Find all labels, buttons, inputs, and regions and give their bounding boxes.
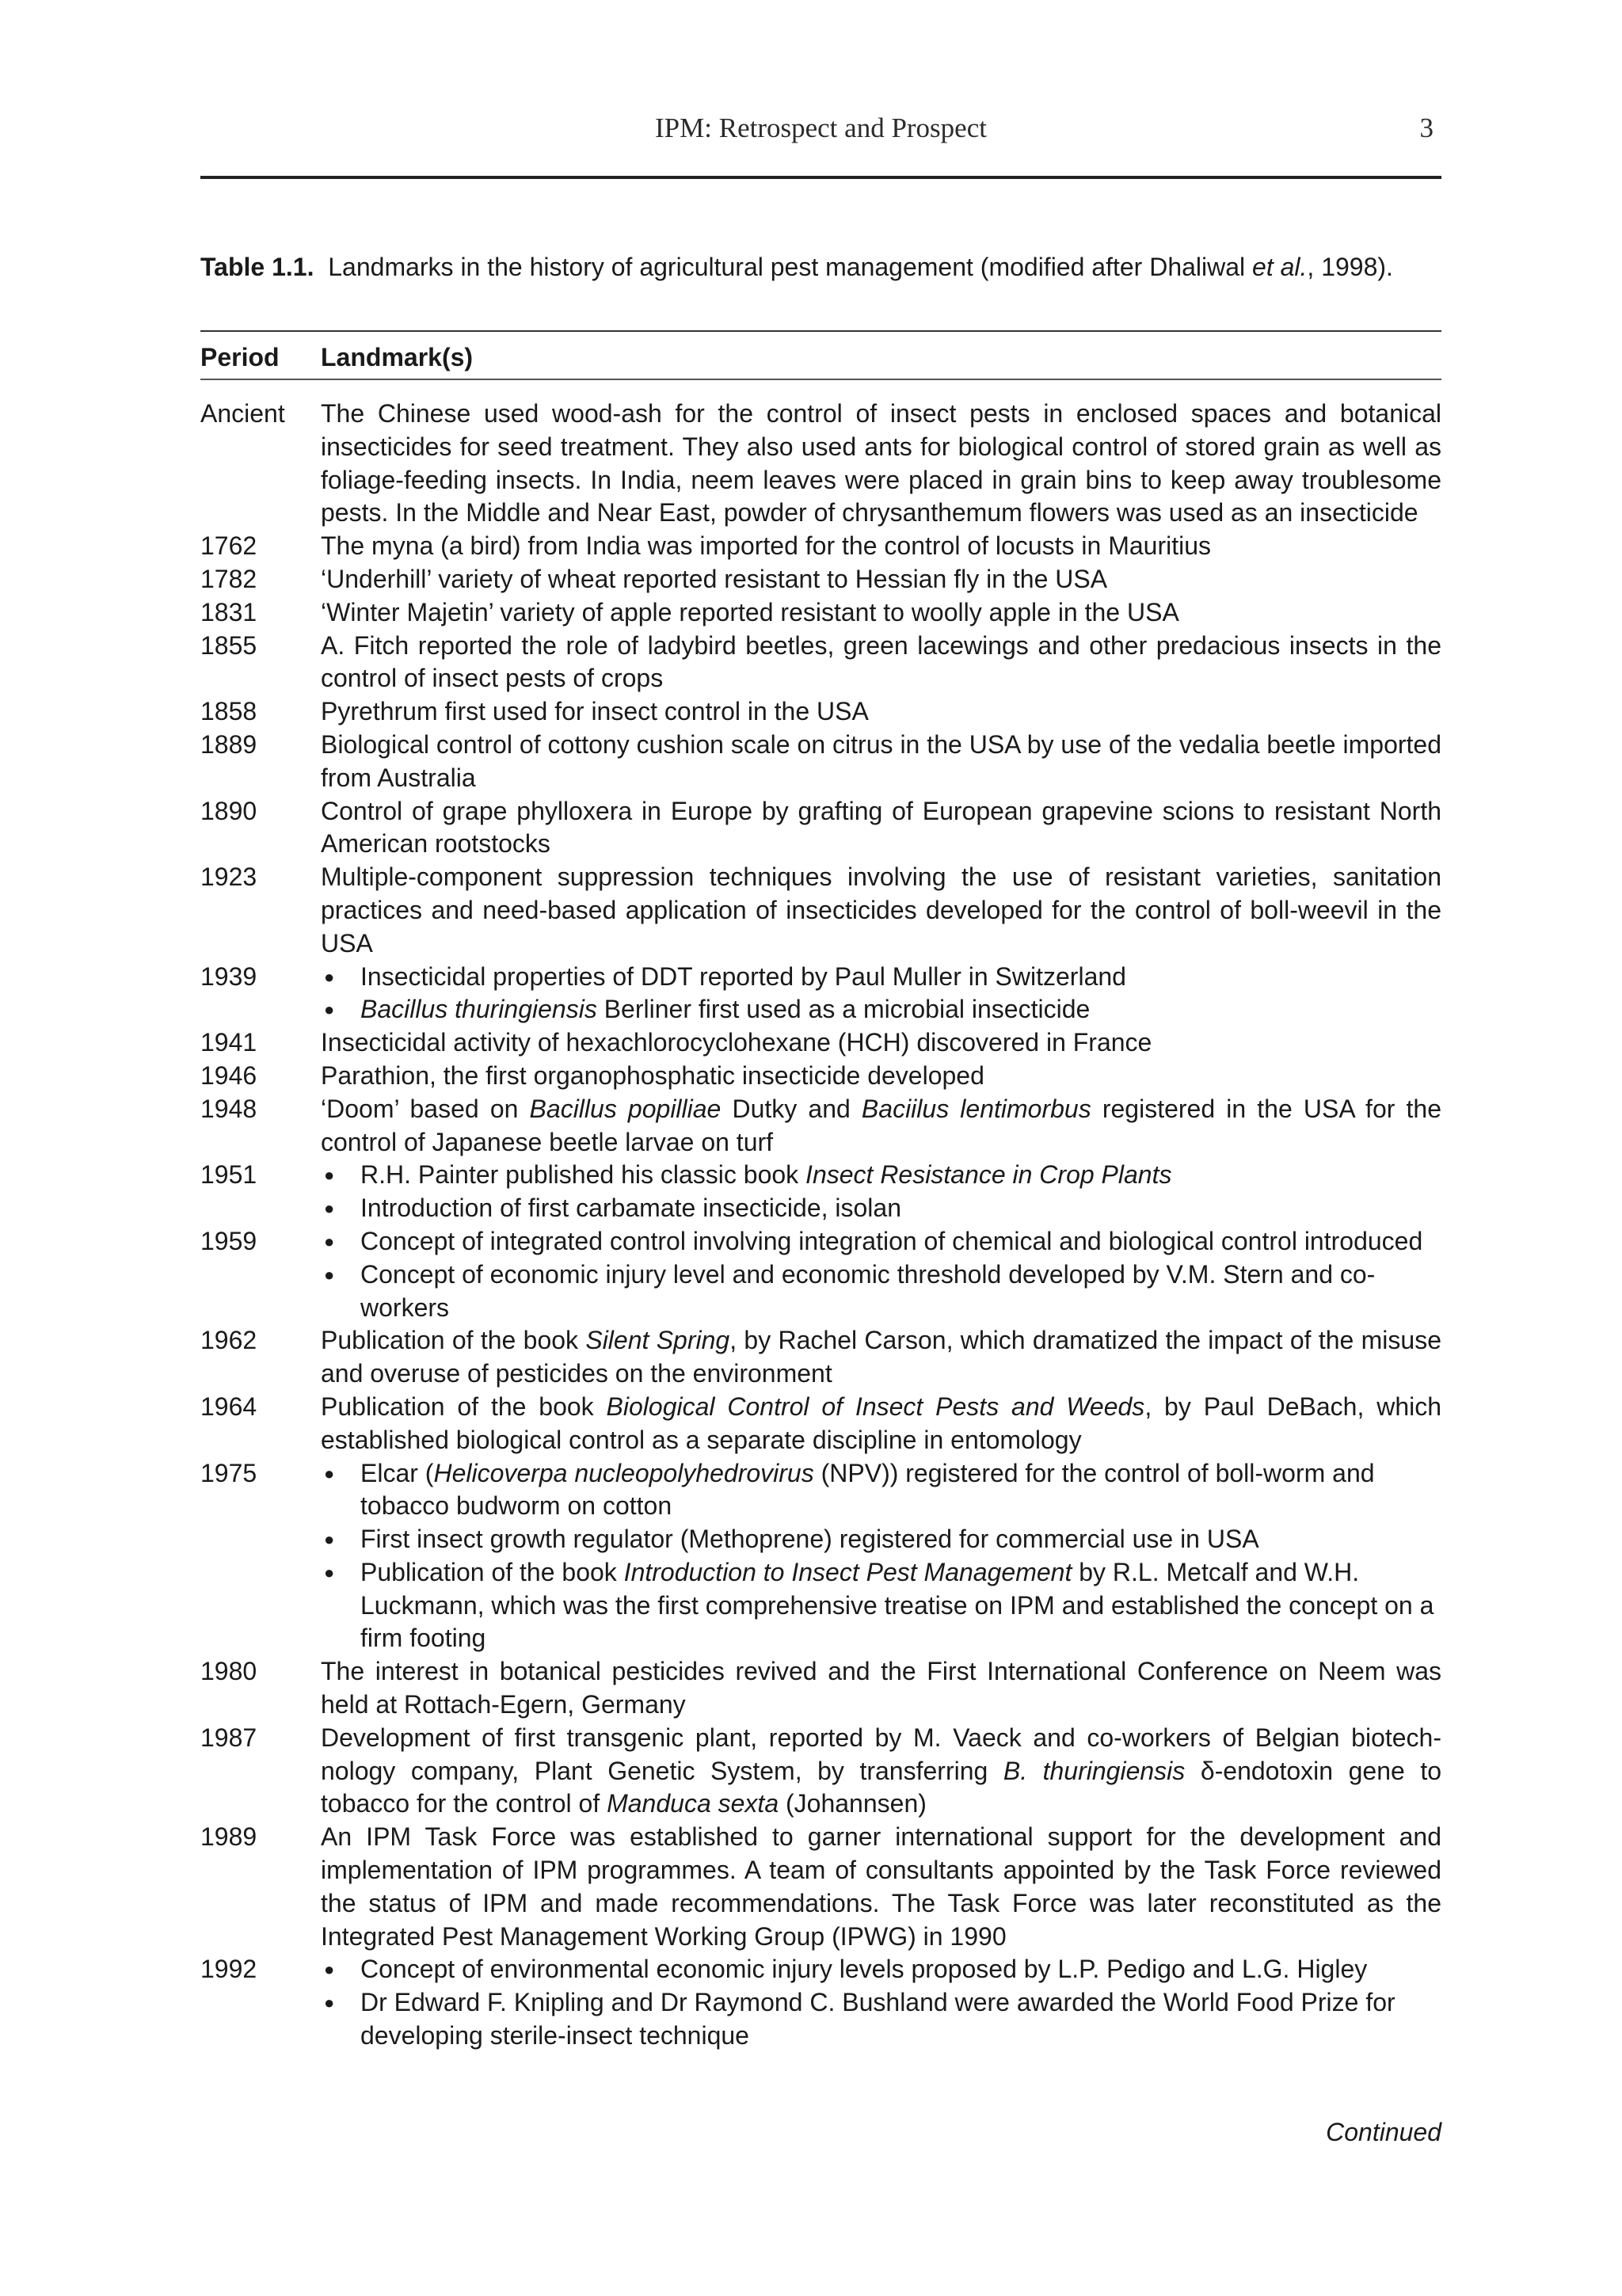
page-number: 3: [1419, 112, 1434, 143]
bullet-item: [321, 1225, 1441, 1258]
period-cell: 1858: [200, 697, 257, 726]
column-header-landmark: Landmark(s): [321, 343, 474, 371]
column-header-period: Period: [200, 343, 280, 371]
period-cell: 1890: [200, 796, 257, 825]
text-span: Publication of the book: [321, 1392, 607, 1421]
landmark-cell: Multiple-component suppression techniques involving the use of resistant varieties, sanitation practices and need-based application of insecticides developed for the control of boll-weevil in the USA: [321, 862, 1441, 958]
period-cell: 1980: [200, 1657, 257, 1686]
bullet-list: [321, 1953, 1441, 2052]
text-span: , by Rachel Carson, which dramatized the impact of the misuse and overuse of pesticides on the environment: [321, 1326, 1442, 1388]
page-header: [200, 112, 1441, 152]
italic-text: Introduction to Insect Pest Management: [623, 1557, 1072, 1586]
text-span: (Johannsen): [779, 1789, 927, 1818]
landmark-cell: Control of grape phylloxera in Europe by grafting of European grapevine scions to resistant North American rootstocks: [321, 796, 1441, 859]
landmark-cell: [321, 1391, 1441, 1457]
text-span: by R.L. Metcalf and W.H. Luckmann, which was the first comprehensive treatise on IPM and established the concept on a firm footing: [360, 1557, 1434, 1653]
italic-text: Bacillus thuringiensis: [360, 995, 597, 1024]
bullet-item: [321, 1986, 1441, 2053]
text-span: Concept of environmental economic injury levels proposed by L.P. Pedigo and L.G. Higley: [360, 1955, 1368, 1984]
table-body: [200, 398, 1441, 2053]
table-row: [200, 398, 1441, 530]
table-row: [200, 563, 1441, 596]
italic-text: Insect Resistance in Crop Plants: [805, 1160, 1172, 1190]
landmark-cell: An IPM Task Force was established to garner international support for the development and implementation of IPM programmes. A team of consultants appointed by the Task Force reviewed the status of IPM and made recommendations. The Task Force was later reconstituted as the Integrated Pest Management Working Group (IPWG) in 1990: [321, 1822, 1441, 1951]
landmark-cell: [321, 1457, 1441, 1656]
table-row: [200, 1093, 1441, 1159]
table-row: [200, 530, 1441, 563]
table-row: [200, 1821, 1441, 1953]
text-span: ‘Doom’ based on: [321, 1094, 530, 1123]
period-cell: 1975: [200, 1458, 257, 1487]
landmark-cell: Insecticidal activity of hexachlorocyclohexane (HCH) discovered in France: [321, 1028, 1152, 1057]
bullet-item: [321, 1159, 1441, 1192]
text-span: Publication of the book: [321, 1326, 586, 1355]
table-row: [200, 695, 1441, 729]
italic-text: Bacillus popilliae: [529, 1094, 722, 1123]
period-cell: 1941: [200, 1028, 257, 1057]
period-cell: 1946: [200, 1060, 257, 1090]
table-top-rule: [200, 330, 1441, 332]
table-row: [200, 1225, 1441, 1324]
text-span: Concept of integrated control involving integration of chemical and biological control introduced: [360, 1226, 1423, 1255]
bullet-item: [321, 1192, 1441, 1225]
landmark-cell: [321, 1722, 1441, 1821]
table-row: [200, 729, 1441, 795]
text-span: Concept of economic injury level and economic threshold developed by V.M. Stern and co-workers: [360, 1259, 1376, 1322]
table-row: [200, 596, 1441, 630]
text-span: Introduction of first carbamate insecticide, isolan: [360, 1194, 901, 1223]
bullet-list: [321, 961, 1441, 1027]
period-cell: 1989: [200, 1822, 257, 1852]
period-cell: 1889: [200, 729, 257, 759]
period-cell: 1855: [200, 630, 257, 660]
bullet-item: [321, 1457, 1441, 1524]
table-row: [200, 861, 1441, 960]
table-caption: [200, 250, 1441, 284]
landmark-cell: Pyrethrum first used for insect control in the USA: [321, 697, 869, 726]
landmark-cell: ‘Underhill’ variety of wheat reported resistant to Hessian fly in the USA: [321, 564, 1108, 593]
table-row: [200, 1026, 1441, 1060]
landmark-cell: [321, 961, 1441, 1027]
bullet-list: [321, 1159, 1441, 1225]
caption-text: Landmarks in the history of agricultural pest management (modified after Dhaliwal: [328, 253, 1253, 281]
text-span: Berliner first used as a microbial insecticide: [596, 995, 1091, 1024]
text-span: Insecticidal properties of DDT reported by Paul Muller in Switzerland: [360, 961, 1126, 991]
italic-text: Manduca sexta: [607, 1789, 779, 1818]
caption-label: Table 1.1.: [200, 253, 314, 281]
period-cell: 1831: [200, 597, 257, 626]
table-header-rule: [200, 379, 1441, 380]
table-row: [200, 1722, 1441, 1821]
table-row: [200, 630, 1441, 696]
bullet-item: [321, 961, 1441, 994]
italic-text: B. thuringiensis: [1003, 1756, 1186, 1785]
header-rule: [200, 176, 1441, 179]
text-span: , by Paul DeBach, which established biological control as a separate discipline in entomology: [321, 1392, 1442, 1454]
period-cell: 1951: [200, 1160, 257, 1190]
landmark-cell: Parathion, the first organophosphatic insecticide developed: [321, 1060, 984, 1090]
landmark-cell: The myna (a bird) from India was imported for the control of locusts in Mauritius: [321, 531, 1211, 561]
period-cell: 1964: [200, 1392, 257, 1421]
period-cell: 1959: [200, 1226, 257, 1255]
text-span: δ-endotoxin gene to tobacco for the control of: [321, 1756, 1442, 1818]
bullet-list: [321, 1457, 1441, 1656]
text-span: Dr Edward F. Knipling and Dr Raymond C. Bushland were awarded the World Food Prize for developing sterile-insect technique: [360, 1988, 1395, 2050]
landmark-cell: Biological control of cottony cushion scale on citrus in the USA by use of the vedalia beetle imported from Australia: [321, 729, 1441, 792]
table-row: [200, 961, 1441, 1027]
text-span: First insect growth regulator (Methoprene) registered for commercial use in USA: [360, 1525, 1259, 1554]
landmark-cell: [321, 1953, 1441, 2052]
table-row: [200, 1457, 1441, 1656]
landmark-cell: The interest in botanical pesticides revived and the First International Conference on Neem was held at Rottach-Egern, Germany: [321, 1657, 1441, 1719]
table-row: [200, 1159, 1441, 1225]
table-row: [200, 1060, 1441, 1093]
period-cell: 1948: [200, 1094, 257, 1123]
table-row: [200, 1391, 1441, 1457]
continued-note: Continued: [1326, 2118, 1441, 2146]
landmark-cell: [321, 1159, 1441, 1225]
text-span: registered in the USA for the control of Japanese beetle larvae on turf: [321, 1094, 1442, 1156]
period-cell: 1962: [200, 1326, 257, 1355]
period-cell: 1923: [200, 862, 257, 892]
bullet-list: [321, 1225, 1441, 1324]
bullet-item: [321, 993, 1441, 1026]
landmark-cell: [321, 1324, 1441, 1391]
period-cell: 1992: [200, 1955, 257, 1984]
bullet-item: [321, 1523, 1441, 1556]
table-row: [200, 1324, 1441, 1391]
text-span: Development of first transgenic plant, reported by M. Vaeck and co-workers of Belgian biotechnology company, Plant Genetic System, by transferring: [321, 1723, 1441, 1785]
period-cell: Ancient: [200, 399, 285, 428]
text-span: R.H. Painter published his classic book: [360, 1160, 806, 1190]
bullet-item: [321, 1556, 1441, 1655]
period-cell: 1762: [200, 531, 257, 561]
landmark-cell: [321, 1225, 1441, 1324]
landmark-cell: The Chinese used wood-ash for the control of insect pests in enclosed spaces and botanical insecticides for seed treatment. They also used ants for biological control of stored grain as well as foliage-feeding insects. In India, neem leaves were placed in grain bins to keep away troublesome pests. In the Middle and Near East, powder of chrysanthemum flowers was used as an insecticide: [321, 399, 1441, 527]
running-title: IPM: Retrospect and Prospect: [655, 112, 987, 143]
landmark-cell: ‘Winter Majetin’ variety of apple reported resistant to woolly apple in the USA: [321, 597, 1179, 626]
landmark-cell: [321, 1093, 1441, 1159]
table-row: [200, 1655, 1441, 1722]
text-span: Elcar (: [360, 1458, 434, 1487]
period-cell: 1987: [200, 1723, 257, 1752]
italic-text: Helicoverpa nucleopolyhedrovirus: [433, 1458, 814, 1487]
caption-italic: et al.: [1252, 253, 1308, 281]
period-cell: 1782: [200, 564, 257, 593]
bullet-item: [321, 1953, 1441, 1986]
text-span: Dutky and: [721, 1094, 862, 1123]
table-row: [200, 795, 1441, 862]
landmark-cell: A. Fitch reported the role of ladybird beetles, green lacewings and other predacious insects in the control of insect pests of crops: [321, 630, 1441, 693]
text-span: Publication of the book: [360, 1557, 624, 1586]
italic-text: Baciilus lentimorbus: [861, 1094, 1091, 1123]
caption-text-end: , 1998).: [1307, 253, 1393, 281]
text-span: (NPV)) registered for the control of boll-worm and tobacco budworm on cotton: [360, 1458, 1375, 1521]
italic-text: Silent Spring: [585, 1326, 730, 1355]
period-cell: 1939: [200, 961, 257, 991]
bullet-item: [321, 1258, 1441, 1325]
table-row: [200, 1953, 1441, 2052]
italic-text: Biological Control of Insect Pests and Weeds: [606, 1392, 1145, 1421]
